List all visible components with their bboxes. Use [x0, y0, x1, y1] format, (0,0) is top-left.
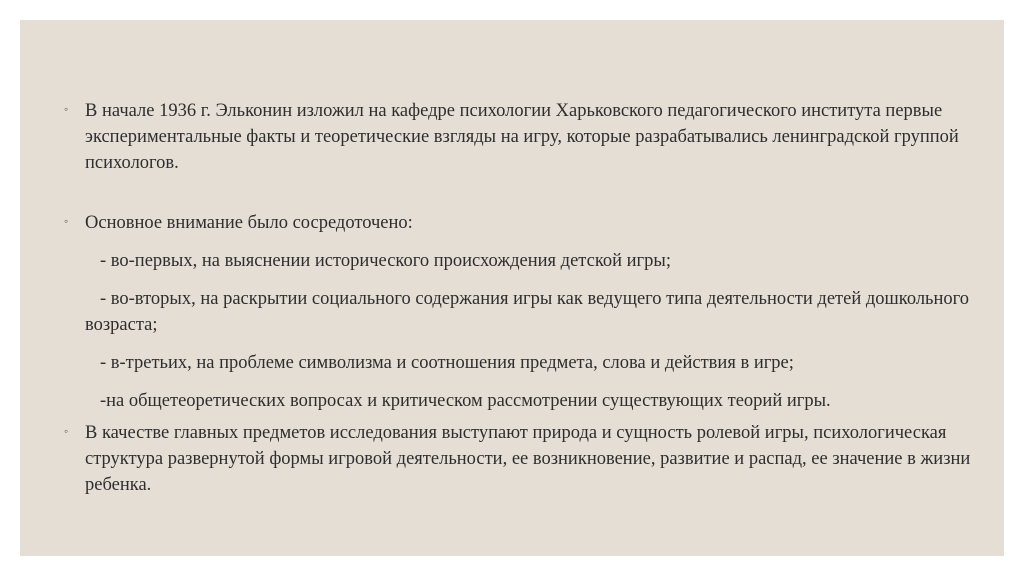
- paragraph-1-text: В начале 1936 г. Эльконин изложил на кафедре психологии Харьковского педагогического института первые экспериментальные факты и теоретические взгляды на игру, которые разрабатывались ленинградской группой психологов.: [85, 101, 959, 173]
- bullet-marker: ◦: [64, 424, 69, 438]
- bullet-paragraph-1: [64, 98, 984, 176]
- paragraph-3-text: В качестве главных предметов исследования выступают природа и сущность ролевой игры, психологическая структура развернутой формы игровой деятельности, ее возникновение, развитие и распад, ее значение в жизни ребенка.: [85, 423, 971, 495]
- bullet-paragraph-3: [64, 420, 984, 498]
- slide-content: [64, 98, 984, 498]
- slide-background: [20, 20, 1004, 556]
- sub-item-2: [64, 286, 984, 338]
- sub-item-3-text: - в-третьих, на проблеме символизма и соотношения предмета, слова и действия в игре;: [100, 353, 794, 373]
- sub-item-1-text: - во-первых, на выяснении исторического происхождения детской игры;: [100, 251, 671, 271]
- sub-item-1: [64, 248, 984, 274]
- sub-item-3: [64, 350, 984, 376]
- sub-item-4: [64, 388, 984, 414]
- sub-item-2-text: - во-вторых, на раскрытии социального содержания игры как ведущего типа деятельности детей дошкольного возраста;: [85, 289, 970, 335]
- bullet-marker: ◦: [64, 214, 69, 228]
- sub-item-4-text: -на общетеоретических вопросах и критическом рассмотрении существующих теорий игры.: [100, 391, 831, 411]
- bullet-paragraph-2: [64, 210, 984, 236]
- paragraph-2-text: Основное внимание было сосредоточено:: [85, 213, 413, 233]
- bullet-marker: ◦: [64, 102, 69, 116]
